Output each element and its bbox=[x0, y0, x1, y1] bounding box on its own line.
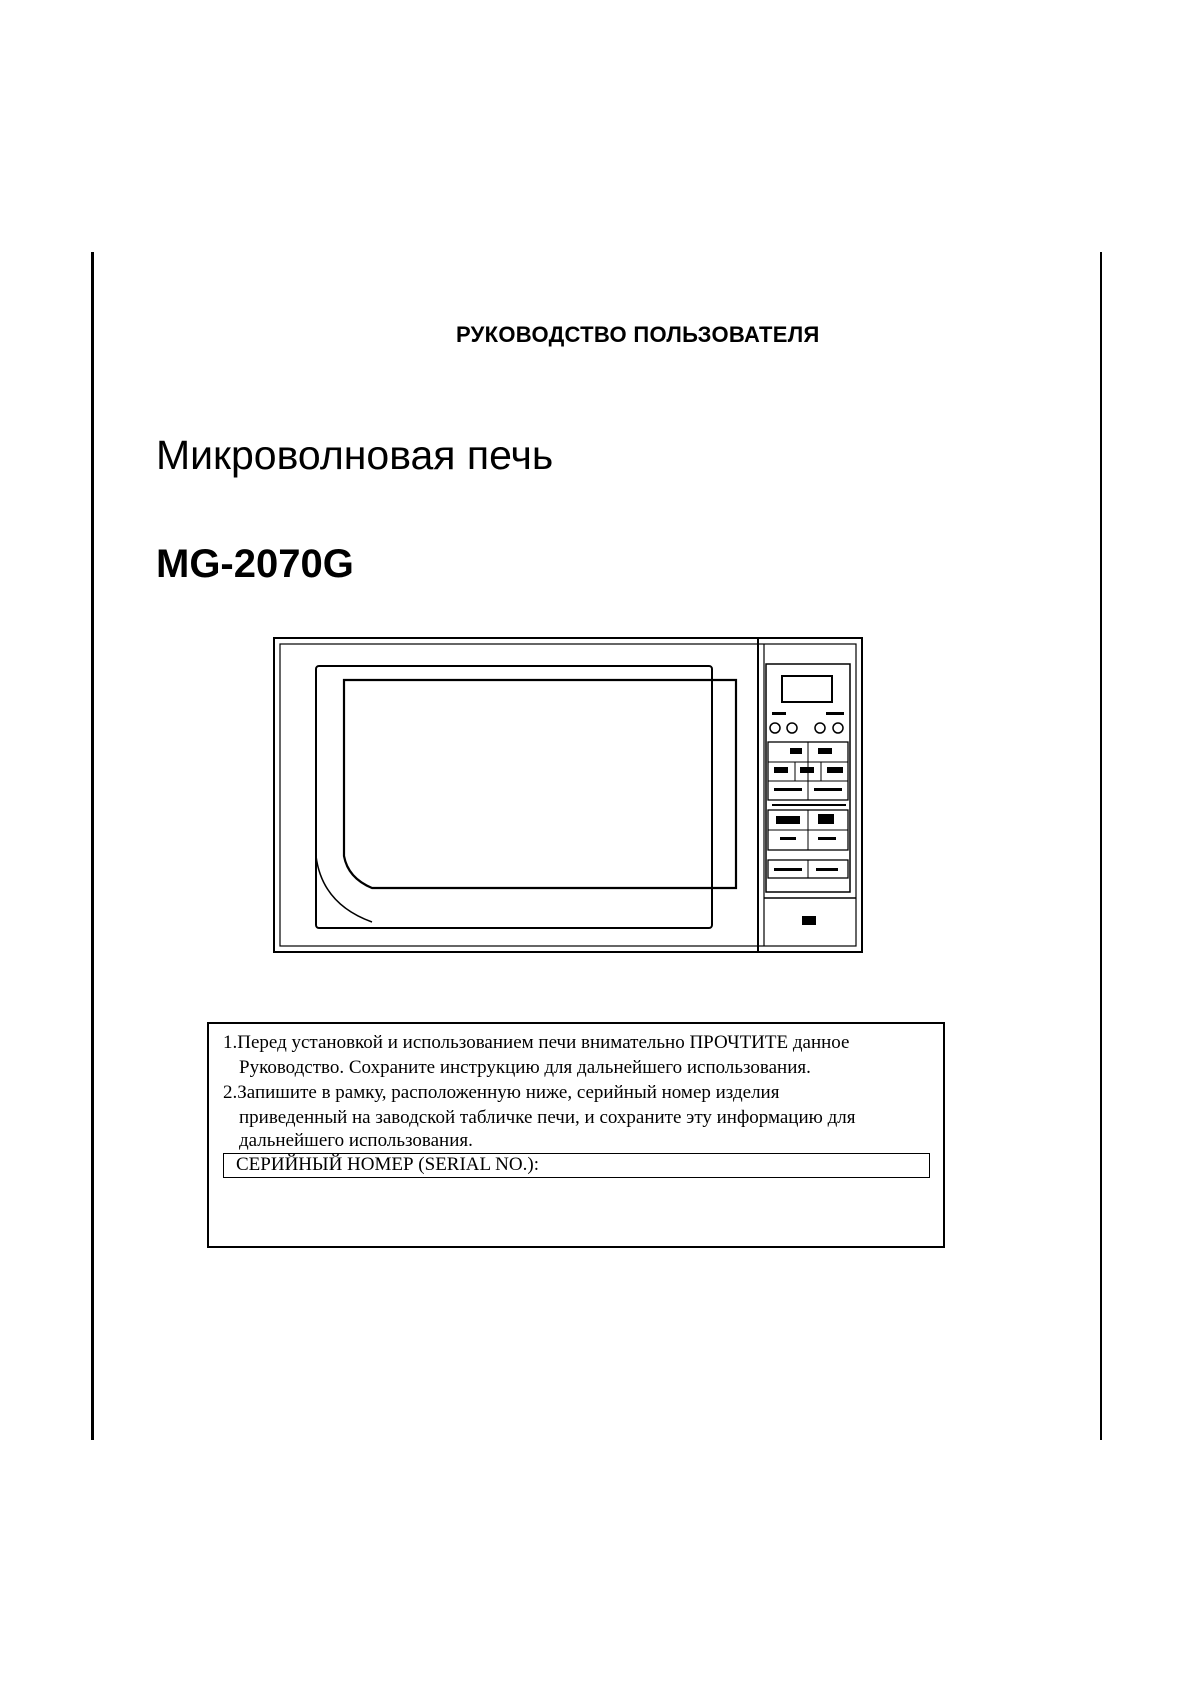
oven-door-handle-curve bbox=[316, 856, 372, 922]
notice-item-1-line2: Руководство. Сохраните инструкцию для дальнейшего использования. bbox=[239, 1057, 811, 1078]
clock-button bbox=[787, 723, 797, 733]
notice-item-1-line1: 1.Перед установкой и использованием печи внимательно ПРОЧТИТЕ данное bbox=[223, 1032, 850, 1053]
oven-outer-body bbox=[274, 638, 862, 952]
notice-item-2-line1: 2.Запишите в рамку, расположенную ниже, серийный номер изделия bbox=[223, 1082, 780, 1103]
power-level-button bbox=[770, 723, 780, 733]
serial-number-field[interactable] bbox=[223, 1153, 930, 1178]
notice-item-2-line3: дальнейшего использования. bbox=[239, 1130, 473, 1151]
left-margin-rule bbox=[91, 252, 94, 1440]
serial-number-label: СЕРИЙНЫЙ НОМЕР (SERIAL NO.): bbox=[236, 1154, 539, 1175]
weight-defrost-button bbox=[815, 723, 825, 733]
model-number: MG-2070G bbox=[156, 542, 354, 586]
time-defrost-button bbox=[833, 723, 843, 733]
notice-item-2-line2: приведенный на заводской табличке печи, и сохраните эту информацию для bbox=[239, 1107, 856, 1128]
display-window bbox=[782, 676, 832, 702]
right-margin-rule bbox=[1100, 252, 1102, 1440]
microwave-illustration bbox=[272, 636, 866, 956]
oven-inner-body bbox=[280, 644, 856, 946]
product-name-title: Микроволновая печь bbox=[156, 432, 554, 478]
document-type-heading: РУКОВОДСТВО ПОЛЬЗОВАТЕЛЯ bbox=[456, 322, 820, 347]
oven-door-window bbox=[344, 680, 736, 888]
instruction-notice-box bbox=[207, 1022, 945, 1248]
